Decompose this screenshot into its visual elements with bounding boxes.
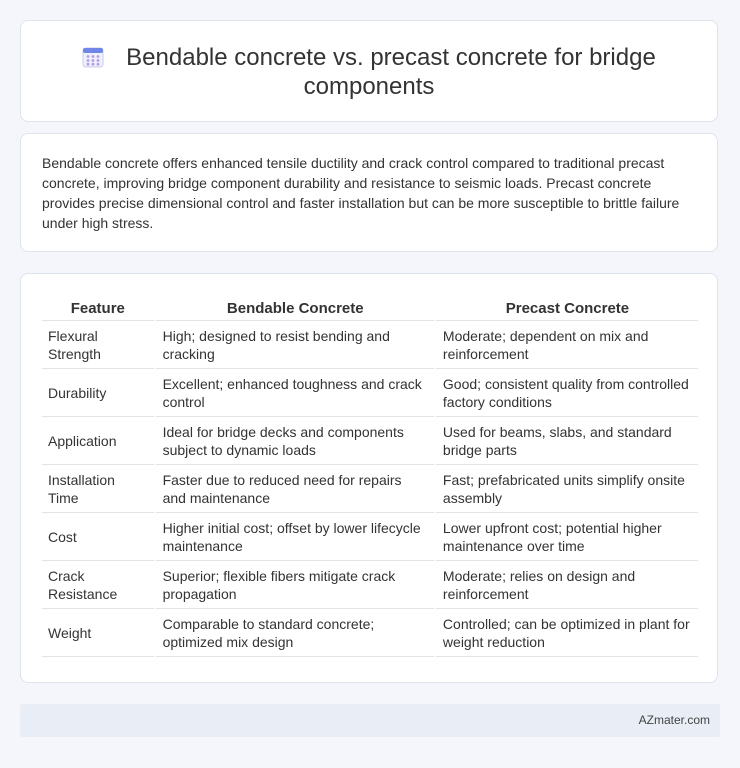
precast-cell: Moderate; dependent on mix and reinforcement <box>434 321 698 369</box>
column-header-bendable: Bendable Concrete <box>154 294 434 321</box>
table-row <box>42 321 698 369</box>
bendable-cell: Excellent; enhanced toughness and crack control <box>154 369 434 417</box>
table-row <box>42 561 698 609</box>
summary-text: Bendable concrete offers enhanced tensile ductility and crack control compared to traditional precast concrete, improving bridge component durability and resistance to seismic loads. Precast concrete provides precise dimensional control and faster installation but can be more susceptible to brittle failure under high stress. <box>42 155 680 231</box>
feature-cell: Installation Time <box>42 465 154 513</box>
page-header <box>21 43 717 101</box>
table-header-row <box>42 294 698 321</box>
table-row <box>42 417 698 465</box>
table-row <box>42 513 698 561</box>
feature-cell: Crack Resistance <box>42 561 154 609</box>
feature-cell: Flexural Strength <box>42 321 154 369</box>
calendar-icon <box>82 46 104 68</box>
table-row <box>42 609 698 657</box>
bendable-cell: Comparable to standard concrete; optimized mix design <box>154 609 434 657</box>
comparison-table <box>42 294 698 657</box>
precast-cell: Used for beams, slabs, and standard bridge parts <box>434 417 698 465</box>
feature-cell: Weight <box>42 609 154 657</box>
feature-cell: Cost <box>42 513 154 561</box>
footer-bar <box>20 704 720 737</box>
precast-cell: Fast; prefabricated units simplify onsite assembly <box>434 465 698 513</box>
table-row <box>42 465 698 513</box>
bendable-cell: Faster due to reduced need for repairs and maintenance <box>154 465 434 513</box>
bendable-cell: High; designed to resist bending and cracking <box>154 321 434 369</box>
title-card <box>20 20 718 122</box>
bendable-cell: Superior; flexible fibers mitigate crack propagation <box>154 561 434 609</box>
table-row <box>42 369 698 417</box>
precast-cell: Lower upfront cost; potential higher maintenance over time <box>434 513 698 561</box>
precast-cell: Good; consistent quality from controlled factory conditions <box>434 369 698 417</box>
bendable-cell: Ideal for bridge decks and components subject to dynamic loads <box>154 417 434 465</box>
precast-cell: Moderate; relies on design and reinforcement <box>434 561 698 609</box>
page-title: Bendable concrete vs. precast concrete for bridge components <box>126 44 656 100</box>
column-header-precast: Precast Concrete <box>434 294 698 321</box>
feature-cell: Durability <box>42 369 154 417</box>
precast-cell: Controlled; can be optimized in plant for weight reduction <box>434 609 698 657</box>
footer-site-link[interactable]: AZmater.com <box>638 713 710 727</box>
summary-card <box>20 133 718 252</box>
comparison-card <box>20 273 718 683</box>
bendable-cell: Higher initial cost; offset by lower lifecycle maintenance <box>154 513 434 561</box>
feature-cell: Application <box>42 417 154 465</box>
column-header-feature: Feature <box>42 294 154 321</box>
